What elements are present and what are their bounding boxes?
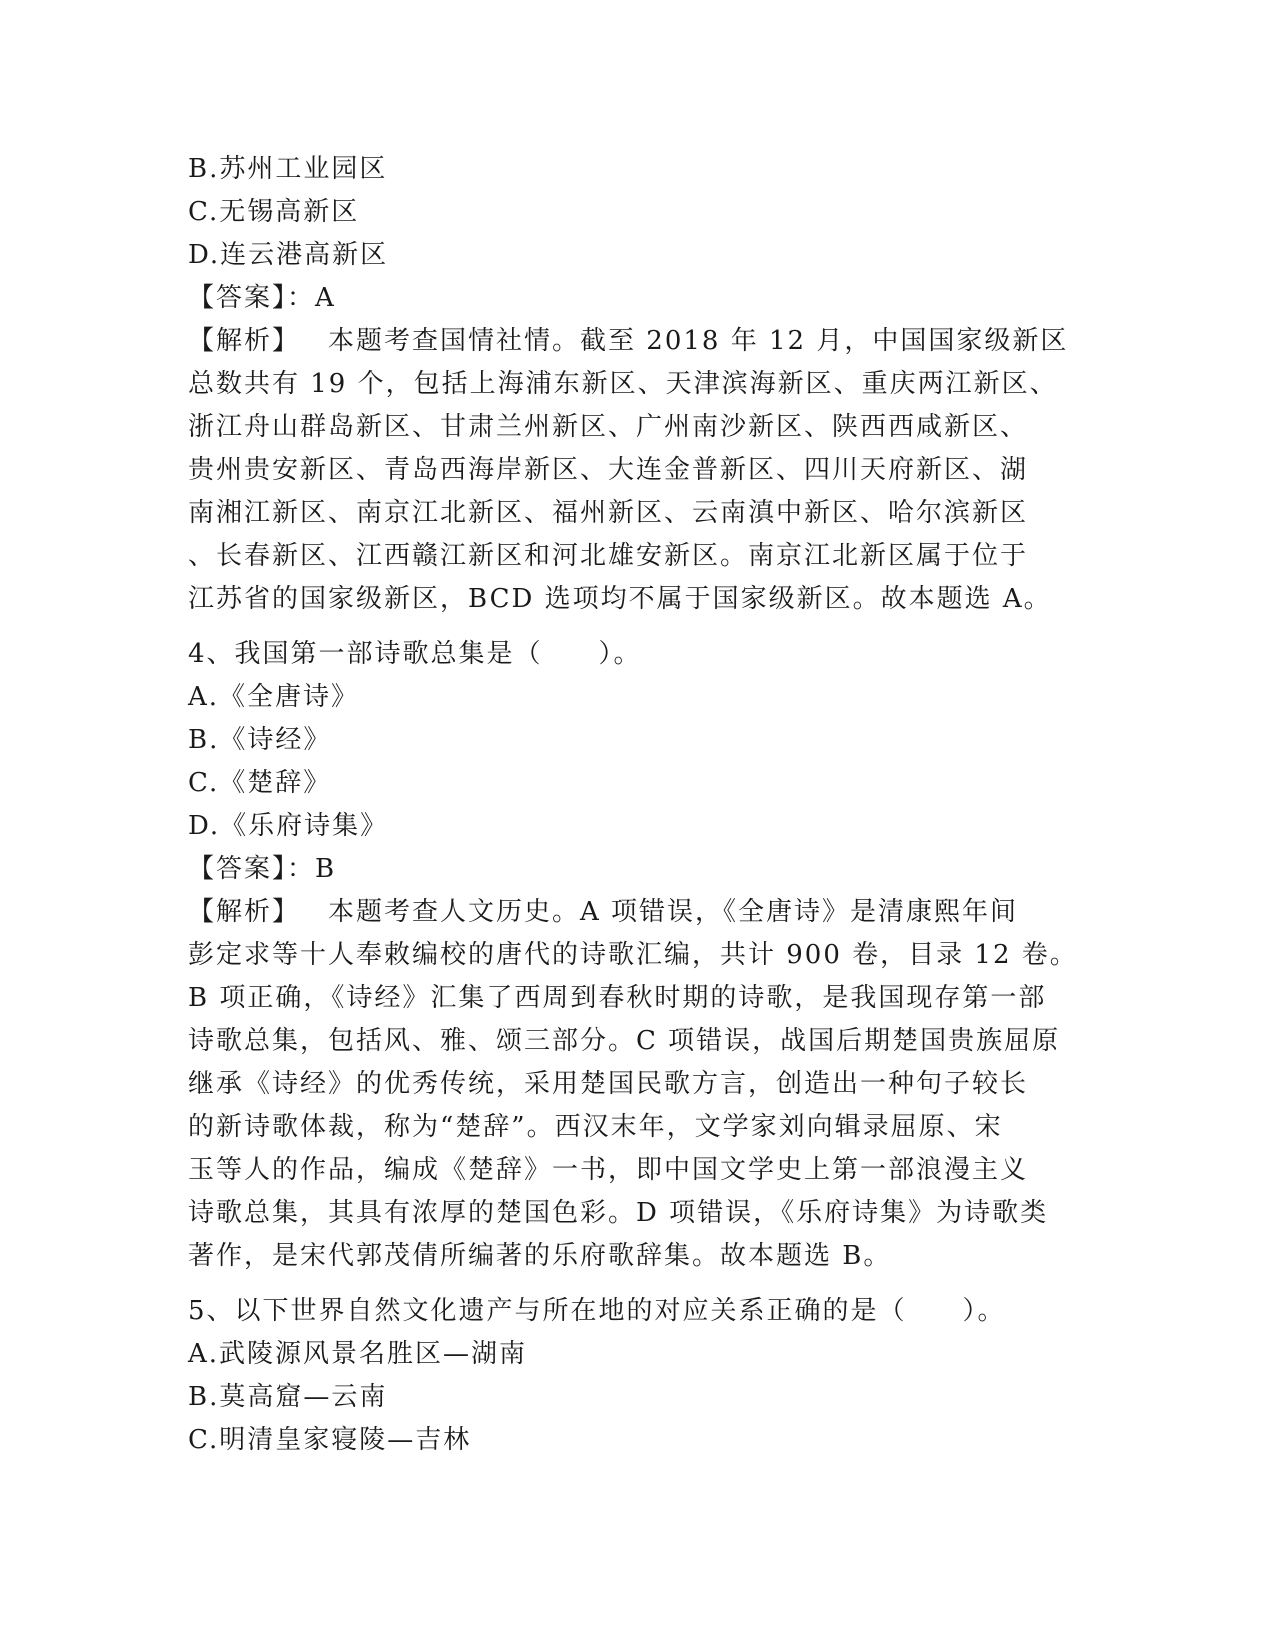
question-4: [188, 633, 1088, 1278]
q3-analysis-line-2: 总数共有 19 个，包括上海浦东新区、天津滨海新区、重庆两江新区、: [188, 369, 1058, 399]
q4-option-b: B.《诗经》: [188, 725, 332, 755]
q5-option-a: A.武陵源风景名胜区—湖南: [188, 1339, 528, 1369]
q3-analysis-line-1: 本题考查国情社情。截至 2018 年 12 月，中国国家级新区: [328, 326, 1069, 356]
q4-analysis: [188, 891, 1088, 1278]
spacer: [188, 1278, 1088, 1290]
q4-analysis-line-5: 继承《诗经》的优秀传统，采用楚国民歌方言，创造出一种句子较长: [188, 1069, 1029, 1099]
question-3: [188, 148, 1088, 621]
q4-analysis-line-9: 著作，是宋代郭茂倩所编著的乐府歌辞集。故本题选 B。: [188, 1241, 892, 1271]
q4-analysis-line-3: B 项正确，《诗经》汇集了西周到春秋时期的诗歌，是我国现存第一部: [188, 983, 1047, 1013]
q3-answer-label: 【答案】：: [188, 283, 316, 313]
q4-answer-label: 【答案】：: [188, 854, 316, 884]
q5-option-c: C.明清皇家寝陵—吉林: [188, 1425, 472, 1455]
q5-question: 5、以下世界自然文化遗产与所在地的对应关系正确的是（ ）。: [188, 1296, 1006, 1326]
q4-analysis-line-1: 本题考查人文历史。A 项错误，《全唐诗》是清康熙年间: [328, 897, 1019, 927]
q3-analysis-label: 【解析】: [188, 326, 301, 356]
q4-analysis-label: 【解析】: [188, 897, 301, 927]
q3-analysis-line-7: 江苏省的国家级新区，BCD 选项均不属于国家级新区。故本题选 A。: [188, 584, 1052, 614]
q4-option-a: A.《全唐诗》: [188, 682, 360, 712]
q4-analysis-line-4: 诗歌总集，包括风、雅、颂三部分。C 项错误，战国后期楚国贵族屈原: [188, 1026, 1061, 1056]
q4-answer-value: B: [315, 854, 337, 884]
q4-analysis-line-6: 的新诗歌体裁，称为“楚辞”。西汉末年，文学家刘向辑录屈原、宋: [188, 1112, 1003, 1142]
q4-analysis-line-7: 玉等人的作品，编成《楚辞》一书，即中国文学史上第一部浪漫主义: [188, 1155, 1029, 1185]
q5-option-b: B.莫高窟—云南: [188, 1382, 388, 1412]
q4-answer: [188, 848, 1088, 891]
document-page: [188, 148, 1088, 1462]
q3-option-d: D.连云港高新区: [188, 240, 389, 270]
question-5: [188, 1290, 1088, 1462]
q3-option-b: B.苏州工业园区: [188, 154, 388, 184]
q4-question: 4、我国第一部诗歌总集是（ ）。: [188, 639, 642, 669]
q3-analysis-line-5: 南湘江新区、南京江北新区、福州新区、云南滇中新区、哈尔滨新区: [188, 498, 1029, 528]
q3-answer: [188, 277, 1088, 320]
spacer: [188, 621, 1088, 633]
q3-answer-value: A: [315, 283, 336, 313]
q4-analysis-line-8: 诗歌总集，其具有浓厚的楚国色彩。D 项错误，《乐府诗集》为诗歌类: [188, 1198, 1049, 1228]
q3-option-c: C.无锡高新区: [188, 197, 360, 227]
q4-option-d: D.《乐府诗集》: [188, 811, 389, 841]
q3-analysis: [188, 320, 1088, 621]
q4-analysis-line-2: 彭定求等十人奉敕编校的唐代的诗歌汇编，共计 900 卷，目录 12 卷。: [188, 940, 1078, 970]
q3-analysis-line-6: 、长春新区、江西赣江新区和河北雄安新区。南京江北新区属于位于: [188, 541, 1029, 571]
q3-analysis-line-3: 浙江舟山群岛新区、甘肃兰州新区、广州南沙新区、陕西西咸新区、: [188, 412, 1029, 442]
q3-analysis-line-4: 贵州贵安新区、青岛西海岸新区、大连金普新区、四川天府新区、湖: [188, 455, 1029, 485]
q4-option-c: C.《楚辞》: [188, 768, 332, 798]
